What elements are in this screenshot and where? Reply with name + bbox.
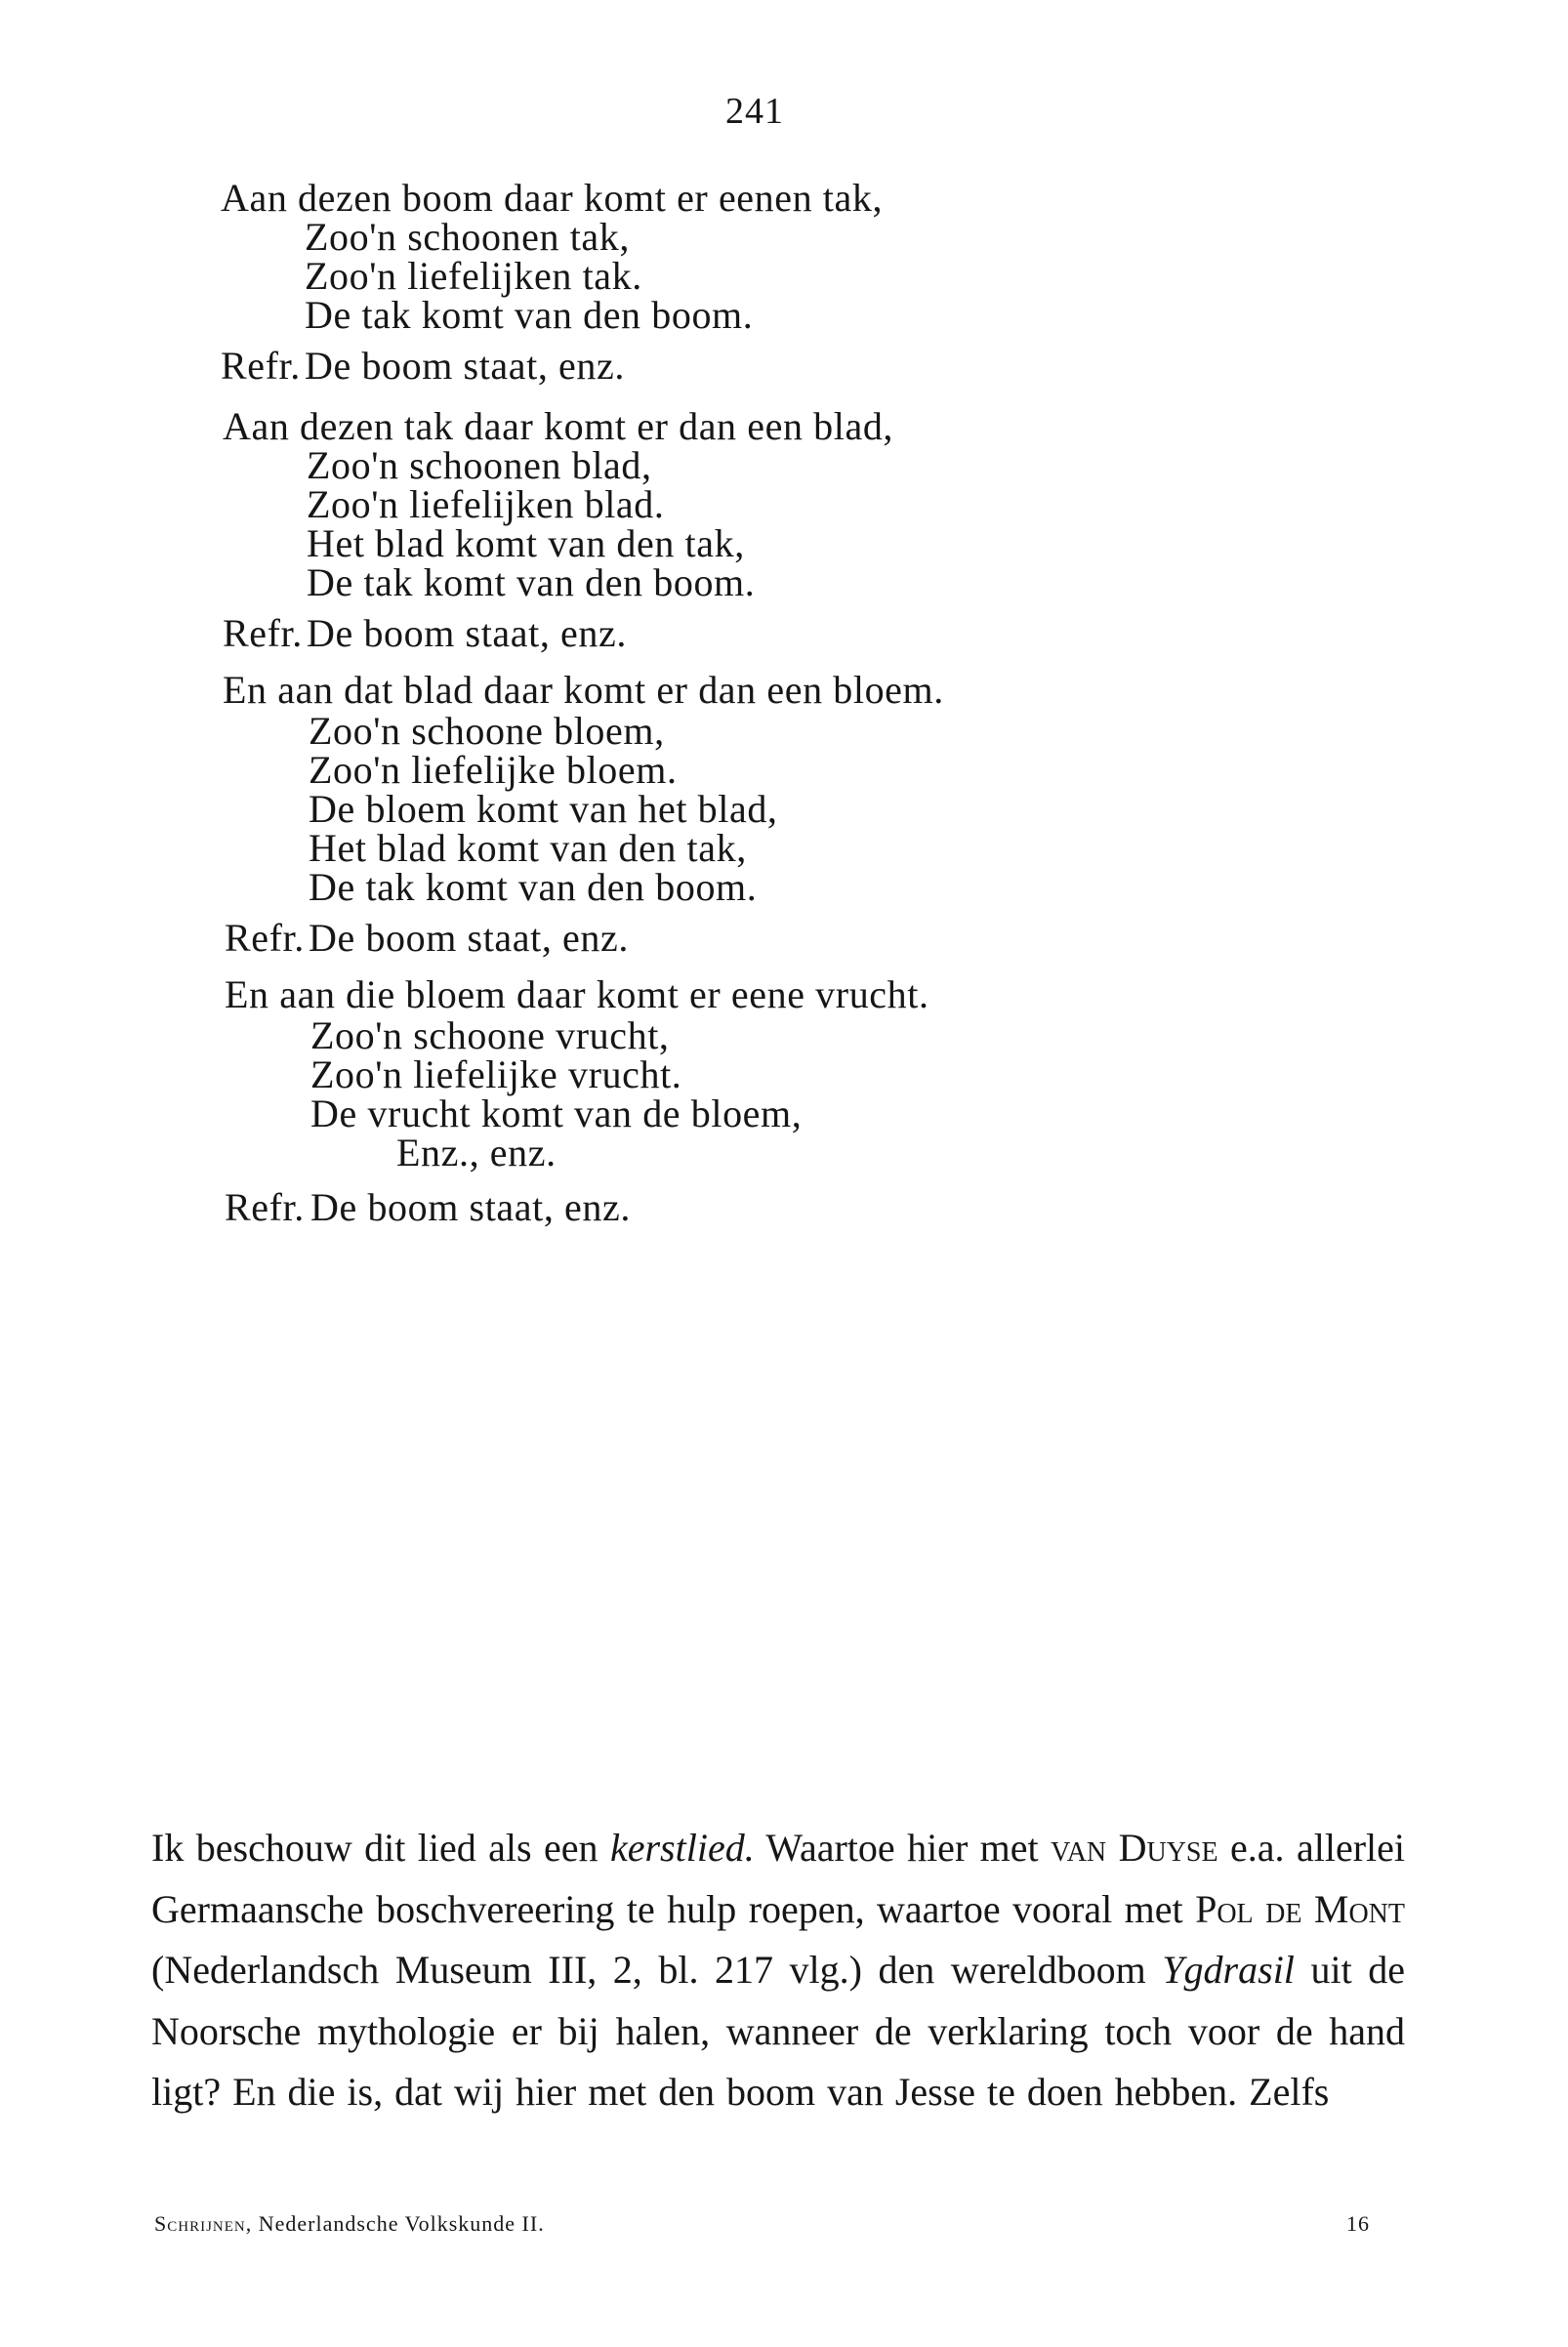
stanza-2-refrain-label: Refr. (223, 611, 303, 655)
stanza-3-line-3: De bloem komt van het blad, (309, 787, 778, 831)
stanza-4-line-1: Zoo'n schoone vrucht, (310, 1013, 670, 1057)
spacer (1254, 1887, 1265, 1931)
spacer (1106, 1826, 1118, 1870)
stanza-1-first-line: Aan dezen boom daar komt er eenen tak, (221, 176, 884, 220)
stanza-1-line-3: De tak komt van den boom. (305, 293, 754, 337)
author-name-de: de (1265, 1886, 1302, 1931)
page-number: 241 (725, 91, 784, 132)
stanza-3-refrain-label: Refr. (225, 916, 305, 960)
page-footer (154, 2211, 1370, 2237)
emphasis-kerstlied: kerstlied. (609, 1826, 755, 1870)
stanza-4-refrain-text: De boom staat, enz. (310, 1185, 631, 1229)
footer-title: , Nederlandsche Volkskunde II. (245, 2211, 545, 2236)
author-name-van: van (1051, 1826, 1107, 1870)
stanza-3-line-5: De tak komt van den boom. (309, 865, 758, 909)
stanza-3-first-line: En aan dat blad daar komt er dan een bloem. (223, 668, 944, 712)
stanza-4-refrain-label: Refr. (225, 1185, 305, 1229)
signature-number: 16 (1346, 2211, 1370, 2236)
stanza-2-line-3: Het blad komt van den tak, (307, 521, 745, 565)
stanza-2-line-4: De tak komt van den boom. (307, 560, 756, 604)
stanza-1-refrain-label: Refr. (221, 344, 301, 388)
author-name-pol: Pol (1195, 1886, 1254, 1931)
stanza-3-line-1: Zoo'n schoone bloem, (309, 709, 665, 753)
footer-author: Schrijnen (154, 2211, 246, 2236)
prose-segment: e.a. allerlei Germaansche boschvereering te hulp roepen, waartoe vooral met (151, 1826, 1405, 1931)
stanza-1-refrain-text: De boom staat, enz. (305, 344, 625, 388)
stanza-4-line-3: De vrucht komt van de bloem, (310, 1091, 803, 1135)
stanza-2-first-line: Aan dezen tak daar komt er dan een blad, (223, 404, 894, 448)
body-paragraph (151, 1818, 1405, 2123)
prose-segment: (Nederlandsch Museum III, 2, bl. 217 vlg.) den wereldboom (151, 1948, 1163, 1992)
stanza-1-line-2: Zoo'n liefelijken tak. (305, 254, 642, 298)
spacer (1301, 1887, 1313, 1931)
emphasis-ygdrasil: Ygdrasil (1162, 1948, 1295, 1992)
prose-segment: Ik beschouw dit lied als een (151, 1826, 610, 1870)
stanza-4-line-2: Zoo'n liefelijke vrucht. (310, 1052, 682, 1096)
stanza-4-extra-line: Enz., enz. (396, 1131, 557, 1174)
author-name-mont: Mont (1313, 1886, 1406, 1931)
stanza-3-refrain-text: De boom staat, enz. (309, 916, 629, 960)
author-name-duyse: Duyse (1118, 1826, 1218, 1870)
prose-segment: Waartoe hier met (754, 1826, 1052, 1870)
prose-segment: uit de Noorsche mythologie er bij halen, wanneer de verklaring toch voor de hand ligt? En die is, dat wij hier met den boom van Jesse te doen hebben. Zelfs (151, 1948, 1405, 2114)
stanza-3-line-2: Zoo'n liefelijke bloem. (309, 748, 678, 792)
stanza-2-line-2: Zoo'n liefelijken blad. (307, 482, 665, 526)
stanza-1-line-1: Zoo'n schoonen tak, (305, 215, 630, 259)
stanza-3-line-4: Het blad komt van den tak, (309, 826, 747, 870)
stanza-2-refrain-text: De boom staat, enz. (307, 611, 627, 655)
stanza-2-line-1: Zoo'n schoonen blad, (307, 443, 652, 487)
stanza-4-first-line: En aan die bloem daar komt er eene vrucht. (225, 972, 929, 1016)
